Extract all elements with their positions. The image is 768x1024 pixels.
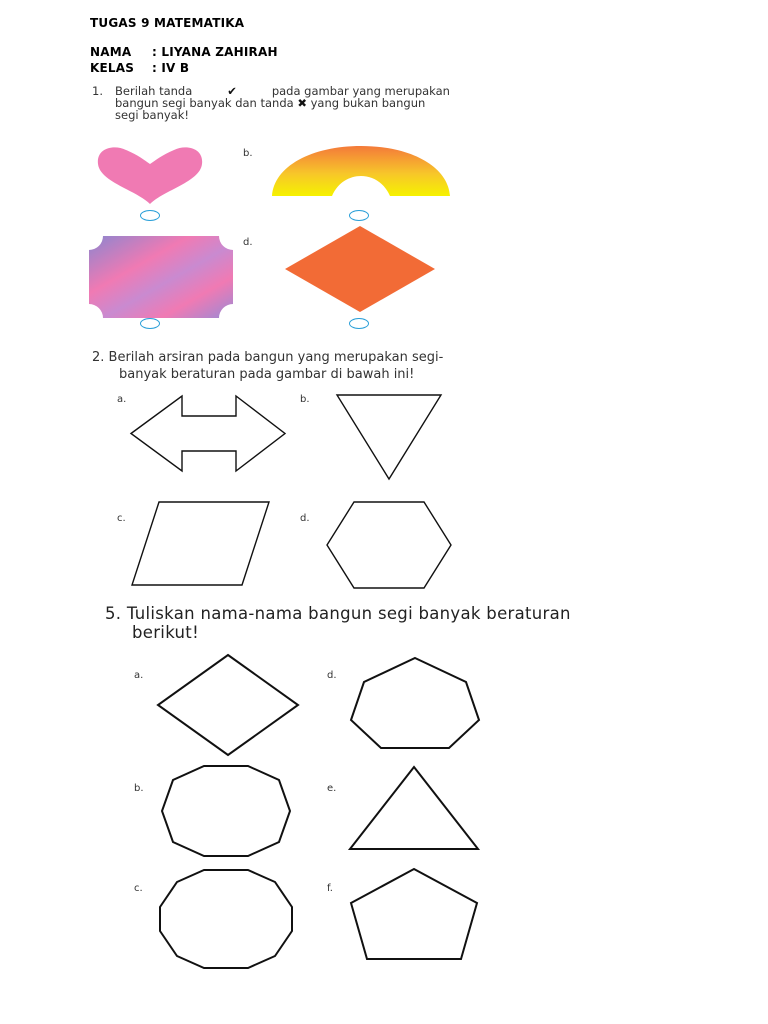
cross-mark-icon: ✖ bbox=[297, 96, 307, 110]
double-arrow-shape bbox=[131, 396, 285, 471]
dodecagon-shape bbox=[160, 870, 292, 968]
q1-label-d: d. bbox=[243, 237, 253, 248]
answer-circle-a[interactable] bbox=[140, 210, 160, 221]
q1-text-b: pada gambar yang merupakan bbox=[271, 84, 450, 98]
q1-label-b: b. bbox=[243, 148, 253, 159]
q5-label-b: b. bbox=[134, 783, 144, 794]
q5-line-1: 5. Tuliskan nama-nama bangun segi banyak beraturan bbox=[105, 604, 571, 623]
q2-line-2: banyak beraturan pada gambar di bawah ini! bbox=[119, 367, 415, 382]
triangle-shape bbox=[337, 395, 441, 479]
pentagon-shape bbox=[351, 869, 477, 959]
q2-label-d: d. bbox=[300, 513, 310, 524]
q5-label-e: e. bbox=[327, 783, 337, 794]
q5-line-2: berikut! bbox=[132, 623, 199, 642]
name-value: : LIYANA ZAHIRAH bbox=[152, 45, 278, 59]
class-value: : IV B bbox=[152, 61, 190, 75]
q1-line-3: segi banyak! bbox=[115, 108, 189, 122]
q5-label-d: d. bbox=[327, 670, 337, 681]
check-mark-icon: ✔ bbox=[227, 84, 237, 98]
decagon-shape bbox=[162, 766, 290, 856]
q2-label-c: c. bbox=[117, 513, 126, 524]
heart-shape bbox=[96, 146, 204, 208]
q2-label-b: b. bbox=[300, 394, 310, 405]
q1-number: 1. bbox=[92, 84, 103, 98]
name-label: NAMA bbox=[90, 45, 132, 59]
q1-text-c: bangun segi banyak dan tanda bbox=[115, 96, 294, 110]
q5-label-f: f. bbox=[327, 883, 333, 894]
equilateral-triangle-shape bbox=[350, 767, 478, 849]
parallelogram-shape bbox=[132, 502, 269, 585]
page-title: TUGAS 9 MATEMATIKA bbox=[90, 16, 245, 30]
heptagon-shape bbox=[351, 658, 479, 748]
answer-circle-c[interactable] bbox=[140, 318, 160, 329]
square-rhombus-shape bbox=[158, 655, 298, 755]
hexagon-shape bbox=[327, 502, 451, 588]
gradient-rounded-rectangle-shape bbox=[89, 236, 233, 318]
rainbow-arch-shape bbox=[272, 146, 450, 198]
answer-circle-b[interactable] bbox=[349, 210, 369, 221]
orange-diamond-shape bbox=[285, 226, 435, 312]
class-label: KELAS bbox=[90, 61, 135, 75]
answer-circle-d[interactable] bbox=[349, 318, 369, 329]
q5-label-a: a. bbox=[134, 670, 144, 681]
q5-label-c: c. bbox=[134, 883, 143, 894]
q1-text-a: Berilah tanda bbox=[115, 84, 193, 98]
q2-line-1: 2. Berilah arsiran pada bangun yang merupakan segi- bbox=[92, 350, 444, 365]
q2-label-a: a. bbox=[117, 394, 127, 405]
q1-text-d: yang bukan bangun bbox=[310, 96, 426, 110]
